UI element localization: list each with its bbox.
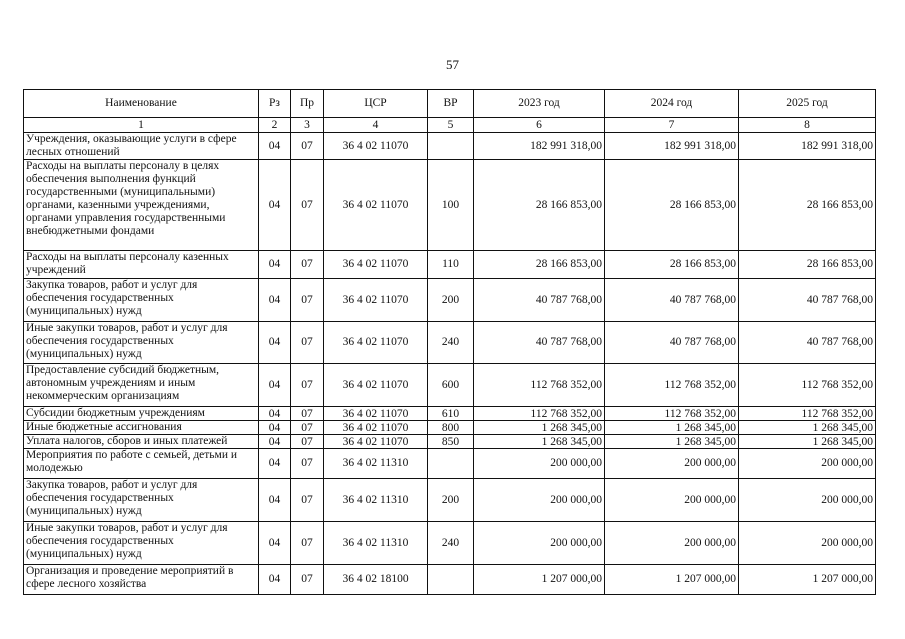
table-row (24, 251, 876, 279)
row-2025: 182 991 318,00 (739, 133, 876, 160)
row-vr: 110 (428, 251, 474, 279)
row-2025: 40 787 768,00 (739, 279, 876, 322)
column-number: 1 (24, 118, 259, 133)
row-2025: 200 000,00 (739, 522, 876, 565)
row-2023: 200 000,00 (474, 522, 605, 565)
row-rz: 04 (259, 279, 291, 322)
row-pr: 07 (291, 160, 324, 251)
table-row (24, 407, 876, 421)
row-2024: 200 000,00 (605, 479, 739, 522)
table-row (24, 279, 876, 322)
row-vr: 240 (428, 322, 474, 364)
table-row (24, 160, 876, 251)
table-row (24, 479, 876, 522)
header-pr: Пр (291, 90, 324, 118)
row-2023: 200 000,00 (474, 479, 605, 522)
row-pr: 07 (291, 407, 324, 421)
header-rz: Рз (259, 90, 291, 118)
row-name: Организация и проведение мероприятий в сфере лесного хозяйства (24, 565, 259, 595)
row-name: Уплата налогов, сборов и иных платежей (24, 435, 259, 449)
row-2024: 200 000,00 (605, 449, 739, 479)
row-name: Иные закупки товаров, работ и услуг для обеспечения государственных (муниципальных) нужд (24, 522, 259, 565)
row-2023: 1 268 345,00 (474, 421, 605, 435)
row-rz: 04 (259, 322, 291, 364)
row-2025: 112 768 352,00 (739, 407, 876, 421)
row-csr: 36 4 02 18100 (324, 565, 428, 595)
row-rz: 04 (259, 565, 291, 595)
row-rz: 04 (259, 133, 291, 160)
row-2023: 1 268 345,00 (474, 435, 605, 449)
row-pr: 07 (291, 449, 324, 479)
row-vr: 100 (428, 160, 474, 251)
header-2023: 2023 год (474, 90, 605, 118)
row-rz: 04 (259, 364, 291, 407)
row-2023: 1 207 000,00 (474, 565, 605, 595)
row-2023: 182 991 318,00 (474, 133, 605, 160)
row-vr: 200 (428, 279, 474, 322)
row-2025: 200 000,00 (739, 449, 876, 479)
row-rz: 04 (259, 421, 291, 435)
column-number: 6 (474, 118, 605, 133)
row-name: Иные бюджетные ассигнования (24, 421, 259, 435)
row-csr: 36 4 02 11310 (324, 449, 428, 479)
column-number: 7 (605, 118, 739, 133)
row-csr: 36 4 02 11070 (324, 279, 428, 322)
row-name: Расходы на выплаты персоналу казенных учреждений (24, 251, 259, 279)
row-pr: 07 (291, 421, 324, 435)
row-name: Учреждения, оказывающие услуги в сфере лесных отношений (24, 133, 259, 160)
row-2025: 112 768 352,00 (739, 364, 876, 407)
row-rz: 04 (259, 479, 291, 522)
row-2024: 40 787 768,00 (605, 322, 739, 364)
row-csr: 36 4 02 11070 (324, 435, 428, 449)
header-2025: 2025 год (739, 90, 876, 118)
row-name: Расходы на выплаты персоналу в целях обеспечения выполнения функций государственными (муниципальными) органами, казенными учреждениями, органами управления государственными внебюджетными фондами (24, 160, 259, 251)
header-csr: ЦСР (324, 90, 428, 118)
header-name: Наименование (24, 90, 259, 118)
row-csr: 36 4 02 11310 (324, 522, 428, 565)
row-rz: 04 (259, 407, 291, 421)
row-csr: 36 4 02 11310 (324, 479, 428, 522)
row-2023: 40 787 768,00 (474, 322, 605, 364)
row-rz: 04 (259, 522, 291, 565)
row-name: Закупка товаров, работ и услуг для обеспечения государственных (муниципальных) нужд (24, 279, 259, 322)
row-name: Мероприятия по работе с семьей, детьми и молодежью (24, 449, 259, 479)
row-2024: 1 268 345,00 (605, 421, 739, 435)
row-csr: 36 4 02 11070 (324, 160, 428, 251)
row-2023: 28 166 853,00 (474, 251, 605, 279)
budget-table (23, 89, 876, 595)
row-2023: 112 768 352,00 (474, 364, 605, 407)
row-name: Предоставление субсидий бюджетным, автономным учреждениям и иным некоммерческим организациям (24, 364, 259, 407)
row-pr: 07 (291, 133, 324, 160)
row-2025: 1 268 345,00 (739, 421, 876, 435)
row-csr: 36 4 02 11070 (324, 407, 428, 421)
table-row (24, 421, 876, 435)
column-number: 5 (428, 118, 474, 133)
row-2025: 200 000,00 (739, 479, 876, 522)
row-pr: 07 (291, 279, 324, 322)
row-2025: 28 166 853,00 (739, 251, 876, 279)
row-rz: 04 (259, 435, 291, 449)
column-number: 8 (739, 118, 876, 133)
row-rz: 04 (259, 160, 291, 251)
row-2024: 112 768 352,00 (605, 407, 739, 421)
row-2025: 40 787 768,00 (739, 322, 876, 364)
row-2024: 28 166 853,00 (605, 251, 739, 279)
header-row (24, 90, 876, 118)
row-vr (428, 133, 474, 160)
row-pr: 07 (291, 435, 324, 449)
row-2024: 1 268 345,00 (605, 435, 739, 449)
row-name: Закупка товаров, работ и услуг для обеспечения государственных (муниципальных) нужд (24, 479, 259, 522)
table-row (24, 435, 876, 449)
row-2023: 40 787 768,00 (474, 279, 605, 322)
table-row (24, 565, 876, 595)
row-2025: 1 268 345,00 (739, 435, 876, 449)
row-2023: 112 768 352,00 (474, 407, 605, 421)
row-csr: 36 4 02 11070 (324, 251, 428, 279)
row-pr: 07 (291, 364, 324, 407)
row-2024: 200 000,00 (605, 522, 739, 565)
row-csr: 36 4 02 11070 (324, 133, 428, 160)
row-2024: 182 991 318,00 (605, 133, 739, 160)
row-2024: 40 787 768,00 (605, 279, 739, 322)
row-2024: 28 166 853,00 (605, 160, 739, 251)
row-name: Субсидии бюджетным учреждениям (24, 407, 259, 421)
row-vr: 600 (428, 364, 474, 407)
row-2025: 28 166 853,00 (739, 160, 876, 251)
row-csr: 36 4 02 11070 (324, 364, 428, 407)
row-2023: 200 000,00 (474, 449, 605, 479)
row-name: Иные закупки товаров, работ и услуг для обеспечения государственных (муниципальных) нужд (24, 322, 259, 364)
row-rz: 04 (259, 251, 291, 279)
table-row (24, 133, 876, 160)
column-number: 2 (259, 118, 291, 133)
row-pr: 07 (291, 322, 324, 364)
table-row (24, 364, 876, 407)
row-2025: 1 207 000,00 (739, 565, 876, 595)
row-pr: 07 (291, 565, 324, 595)
row-vr (428, 565, 474, 595)
row-2024: 1 207 000,00 (605, 565, 739, 595)
row-csr: 36 4 02 11070 (324, 421, 428, 435)
row-2023: 28 166 853,00 (474, 160, 605, 251)
header-2024: 2024 год (605, 90, 739, 118)
row-pr: 07 (291, 479, 324, 522)
row-2024: 112 768 352,00 (605, 364, 739, 407)
row-vr: 200 (428, 479, 474, 522)
header-vr: ВР (428, 90, 474, 118)
page-number: 57 (446, 57, 459, 72)
column-number: 4 (324, 118, 428, 133)
column-number-row (24, 118, 876, 133)
row-vr: 240 (428, 522, 474, 565)
row-pr: 07 (291, 251, 324, 279)
column-number: 3 (291, 118, 324, 133)
table-row (24, 522, 876, 565)
row-vr: 850 (428, 435, 474, 449)
table-row (24, 322, 876, 364)
row-vr: 610 (428, 407, 474, 421)
table-row (24, 449, 876, 479)
row-pr: 07 (291, 522, 324, 565)
row-vr (428, 449, 474, 479)
row-vr: 800 (428, 421, 474, 435)
row-rz: 04 (259, 449, 291, 479)
row-csr: 36 4 02 11070 (324, 322, 428, 364)
